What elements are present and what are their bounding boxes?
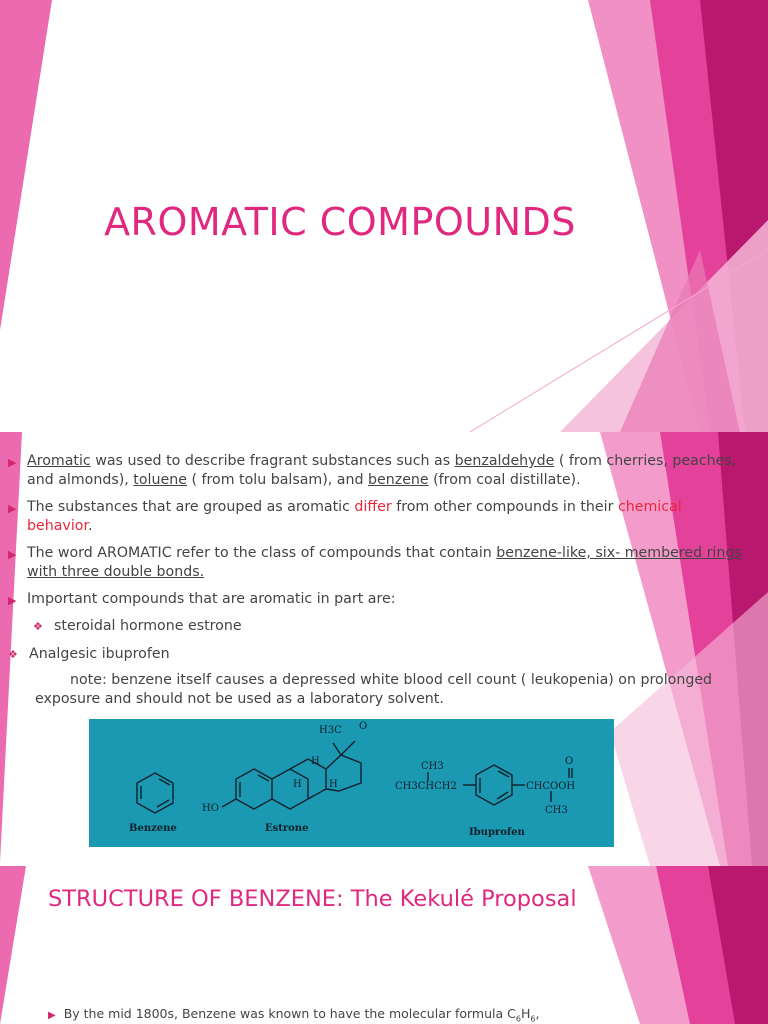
underlined-text: benzene-like, six- membered rings with three double bonds.: [27, 545, 742, 580]
link-benzene: benzene: [368, 472, 429, 488]
bullet-item: [8, 498, 748, 536]
bullet-text: The substances that are grouped as aromatic: [27, 499, 355, 515]
label-h: H: [329, 779, 338, 790]
bullet-text: The word AROMATIC refer to the class of compounds that contain: [27, 545, 497, 561]
slide-title: STRUCTURE OF BENZENE: The Kekulé Proposal: [48, 886, 577, 912]
label-h3c: H3C: [319, 725, 342, 736]
link-benzaldehyde: benzaldehyde: [454, 453, 555, 469]
sub-bullet-text: Analgesic ibuprofen: [29, 646, 170, 662]
label-ibuprofen: Ibuprofen: [469, 827, 525, 838]
link-toluene: toluene: [133, 472, 187, 488]
label-ch3: CH3: [421, 761, 444, 772]
label-benzene: Benzene: [129, 823, 177, 834]
label-acid-o: O: [565, 756, 574, 767]
link-aromatic: Aromatic: [27, 453, 91, 469]
bullet-item: [8, 544, 748, 582]
note-text: note: benzene itself causes a depressed white blood cell count ( leukopenia) on prolonged exposure and should not be used as a laboratory solvent.: [35, 672, 713, 707]
title-slide: [0, 0, 768, 432]
bullet-text: was used to describe fragrant substances such as: [90, 453, 455, 469]
diamond-bullet-icon: ❖: [33, 620, 43, 633]
label-estrone: Estrone: [265, 823, 309, 834]
subscript: 6: [515, 1014, 521, 1024]
triangle-bullet-icon: ▶: [48, 1010, 56, 1021]
bullet-text: from other compounds in their: [391, 499, 618, 515]
subscript: 6: [530, 1014, 536, 1024]
label-h: H: [311, 756, 320, 767]
bullet-item: [8, 590, 748, 609]
bullet-text: .: [87, 518, 93, 534]
content-slide: [0, 432, 768, 866]
benzene-structure-slide: [0, 866, 768, 1024]
diamond-bullet-icon: ❖: [8, 648, 18, 661]
triangle-bullet-icon: ▶: [8, 502, 17, 515]
triangle-bullet-icon: ▶: [8, 594, 17, 607]
sub-bullet-item: [8, 617, 748, 636]
label-ketone-o: O: [359, 721, 368, 732]
highlight-text: chemical behavior: [27, 499, 682, 534]
label-h: H: [293, 779, 302, 790]
label-ch3: CH3: [545, 805, 568, 816]
label-ho: HO: [202, 803, 219, 814]
triangle-bullet-icon: ▶: [8, 548, 17, 561]
bullet-text: ,: [535, 1006, 540, 1021]
chemical-structures-figure: [89, 719, 614, 847]
bullet-text: (from coal distillate).: [428, 472, 581, 488]
structures-drawing: [89, 719, 614, 847]
triangle-bullet-icon: ▶: [8, 456, 17, 469]
bullet-item: [48, 1006, 539, 1024]
slide-title: AROMATIC COMPOUNDS: [104, 200, 576, 244]
bullet-text: By the mid 1800s, Benzene was known to have the molecular formula C: [63, 1006, 516, 1021]
bullet-text: Important compounds that are aromatic in part are:: [27, 591, 396, 607]
sub-bullet-text: steroidal hormone estrone: [54, 618, 242, 634]
label-chcooh: CHCOOH: [526, 781, 576, 792]
bullet-text: ( from tolu balsam), and: [186, 472, 369, 488]
sub-bullet-item: [8, 645, 748, 664]
bullet-text: H: [520, 1006, 531, 1021]
label-chain: CH3CHCH2: [395, 781, 457, 792]
bullet-list: [8, 452, 748, 709]
bullet-text: ( from cherries, peaches, and almonds),: [27, 453, 737, 488]
bullet-item: [8, 452, 748, 490]
highlight-text: differ: [354, 499, 392, 515]
